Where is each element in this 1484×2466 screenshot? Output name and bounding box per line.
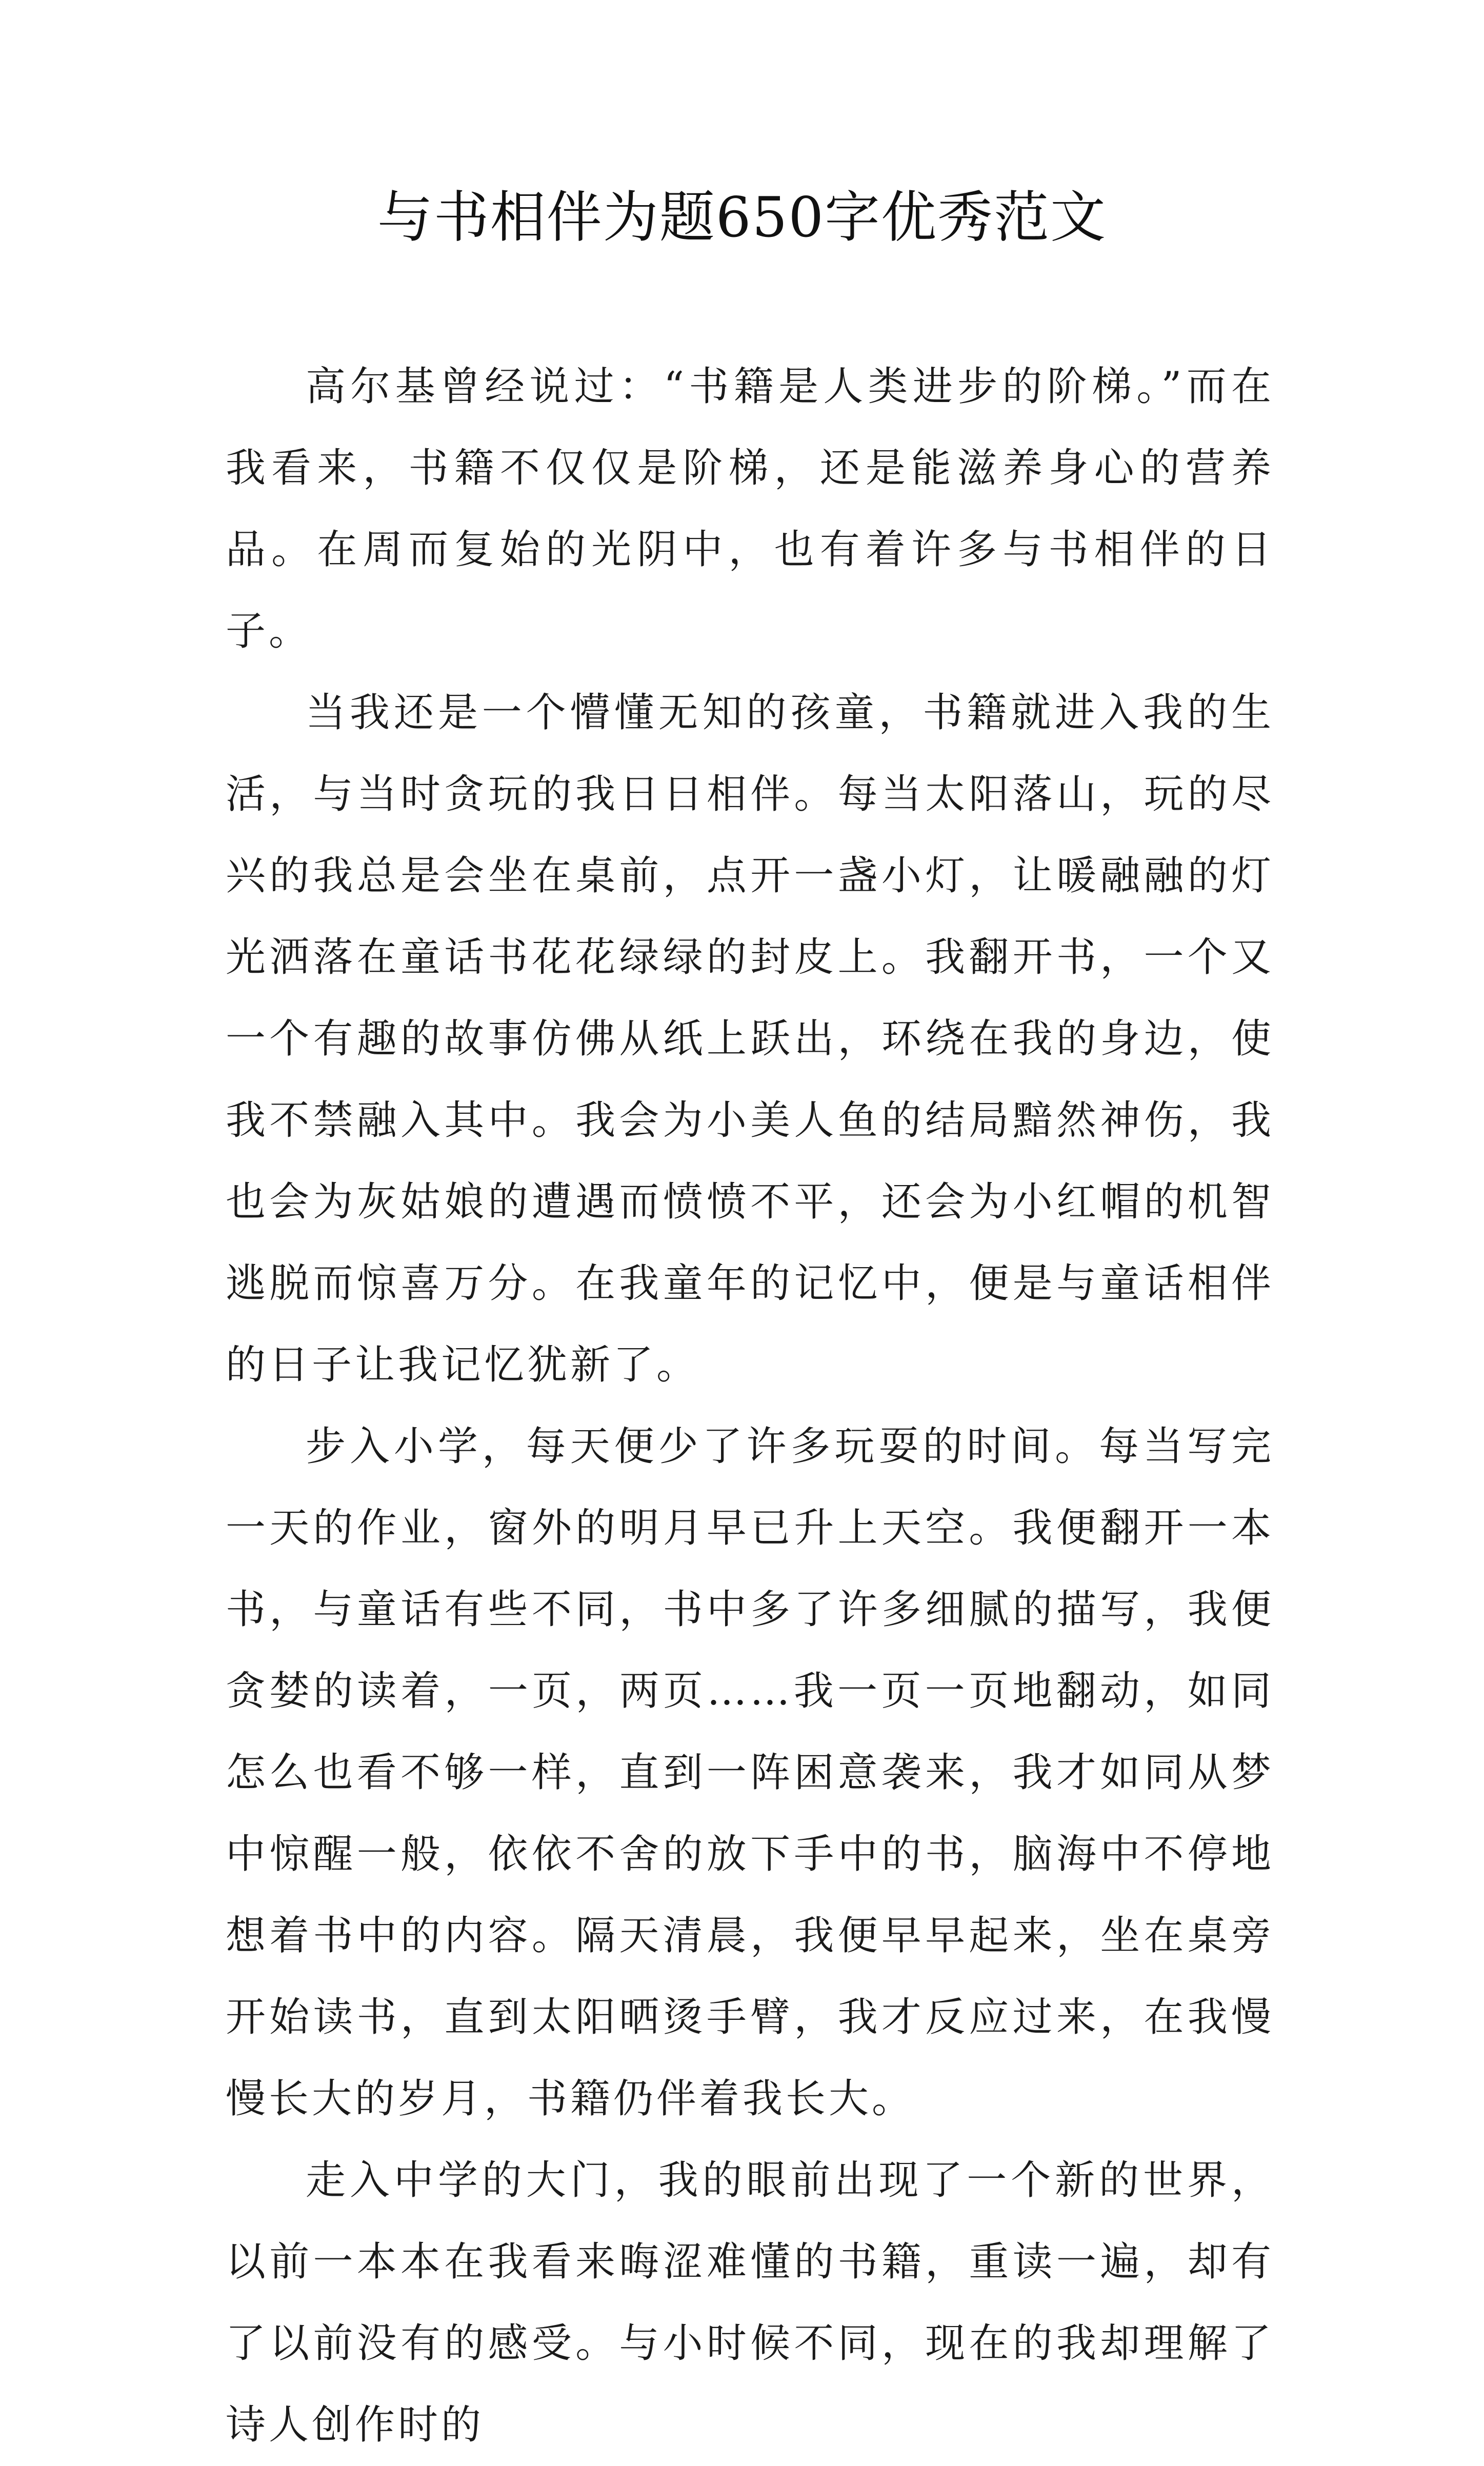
paragraph-3: 步入小学，每天便少了许多玩耍的时间。每当写完一天的作业，窗外的明月早已升上天空。我便翻开一本书，与童话有些不同，书中多了许多细腻的描写，我便贪婪的读着，一页，两页……我一页一页地翻动，如同怎么也看不够一样，直到一阵困意袭来，我才如同从梦中惊醒一般，依依不舍的放下手中的书，脑海中不停地想着书中的内容。隔天清晨，我便早早起来，坐在桌旁开始读书，直到太阳晒烫手臂，我才反应过来，在我慢慢长大的岁月，书籍仍伴着我长大。 (226, 1424, 1274, 2122)
document-body (226, 346, 1274, 2466)
paragraph-1: 高尔基曾经说过：“书籍是人类进步的阶梯。”而在我看来，书籍不仅仅是阶梯，还是能滋养身心的营养品。在周而复始的光阴中，也有着许多与书相伴的日子。 (226, 364, 1274, 654)
paragraph-2: 当我还是一个懵懂无知的孩童，书籍就进入我的生活，与当时贪玩的我日日相伴。每当太阳落山，玩的尽兴的我总是会坐在桌前，点开一盏小灯，让暖融融的灯光洒落在童话书花花绿绿的封皮上。我翻开书，一个又一个有趣的故事仿佛从纸上跃出，环绕在我的身边，使我不禁融入其中。我会为小美人鱼的结局黯然神伤，我也会为灰姑娘的遭遇而愤愤不平，还会为小红帽的机智逃脱而惊喜万分。在我童年的记忆中，便是与童话相伴的日子让我记忆犹新了。 (226, 690, 1274, 1388)
paragraph-4: 走入中学的大门，我的眼前出现了一个新的世界，以前一本本在我看来晦涩难懂的书籍，重读一遍，却有了以前没有的感受。与小时候不同，现在的我却理解了诗人创作时的 (226, 2157, 1274, 2448)
document-title: 与书相伴为题650字优秀范文 (377, 186, 1107, 250)
